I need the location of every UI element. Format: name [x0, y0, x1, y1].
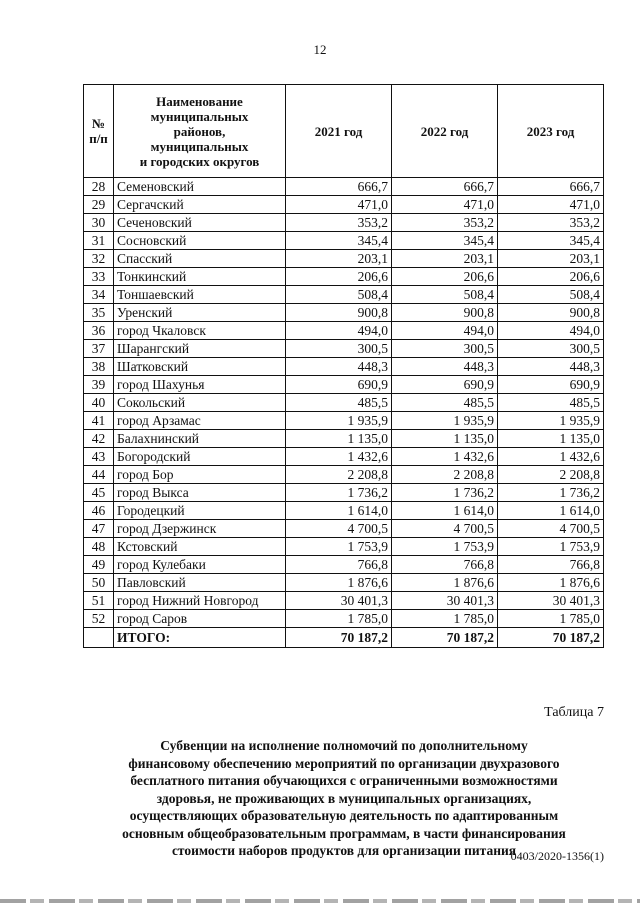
header-name-line: муниципальных [150, 138, 249, 154]
value-2023: 300,5 [498, 340, 604, 358]
table-row [84, 250, 604, 268]
value-2021: 345,4 [286, 232, 392, 250]
row-number: 39 [84, 376, 114, 394]
table-row [84, 196, 604, 214]
value-2022: 1 614,0 [392, 502, 498, 520]
value-2023: 900,8 [498, 304, 604, 322]
header-name [114, 85, 286, 178]
value-2022: 300,5 [392, 340, 498, 358]
value-2021: 353,2 [286, 214, 392, 232]
row-number: 28 [84, 178, 114, 196]
value-2021: 508,4 [286, 286, 392, 304]
municipality-name: город Шахунья [114, 376, 286, 394]
header-number [84, 85, 114, 178]
value-2021: 1 785,0 [286, 610, 392, 628]
municipality-name: Шатковский [114, 358, 286, 376]
header-2023: 2023 год [498, 85, 604, 178]
row-number: 32 [84, 250, 114, 268]
value-2021: 1 935,9 [286, 412, 392, 430]
table-row [84, 412, 604, 430]
title-line: Субвенции на исполнение полномочий по дополнительному [160, 738, 528, 753]
municipality-name: Тонкинский [114, 268, 286, 286]
value-2021: 471,0 [286, 196, 392, 214]
value-2022: 1 753,9 [392, 538, 498, 556]
value-2023: 1 935,9 [498, 412, 604, 430]
row-number: 33 [84, 268, 114, 286]
table-row [84, 556, 604, 574]
municipality-name: Балахнинский [114, 430, 286, 448]
value-2022: 1 736,2 [392, 484, 498, 502]
value-2022: 1 135,0 [392, 430, 498, 448]
table-row [84, 322, 604, 340]
value-2021: 1 736,2 [286, 484, 392, 502]
value-2022: 766,8 [392, 556, 498, 574]
table-row [84, 430, 604, 448]
row-number: 36 [84, 322, 114, 340]
municipality-name: Сокольский [114, 394, 286, 412]
value-2021: 2 208,8 [286, 466, 392, 484]
municipality-name: Сеченовский [114, 214, 286, 232]
municipality-name: Павловский [114, 574, 286, 592]
header-name-line: Наименование [156, 93, 243, 109]
value-2023: 206,6 [498, 268, 604, 286]
table-row [84, 178, 604, 196]
value-2021: 300,5 [286, 340, 392, 358]
value-2023: 1 135,0 [498, 430, 604, 448]
row-number: 37 [84, 340, 114, 358]
municipality-name: Уренский [114, 304, 286, 322]
row-number: 44 [84, 466, 114, 484]
table-row [84, 232, 604, 250]
document-code: 0403/2020-1356(1) [510, 849, 604, 863]
value-2023: 1 736,2 [498, 484, 604, 502]
value-2021: 494,0 [286, 322, 392, 340]
value-2022: 690,9 [392, 376, 498, 394]
value-2021: 1 876,6 [286, 574, 392, 592]
table-row [84, 304, 604, 322]
value-2023: 766,8 [498, 556, 604, 574]
table-row [84, 466, 604, 484]
table-row [84, 358, 604, 376]
total-label: ИТОГО: [114, 628, 286, 648]
title-line: стоимости наборов продуктов для организации питания [171, 843, 517, 858]
page-number: 12 [313, 42, 327, 57]
title-line: осуществляющих образовательную деятельность по адаптированным [129, 808, 559, 823]
value-2022: 206,6 [392, 268, 498, 286]
row-number: 42 [84, 430, 114, 448]
value-2023: 4 700,5 [498, 520, 604, 538]
value-2021: 448,3 [286, 358, 392, 376]
value-2021: 900,8 [286, 304, 392, 322]
section-title [86, 737, 602, 860]
value-2023: 345,4 [498, 232, 604, 250]
total-row [84, 628, 604, 648]
value-2022: 471,0 [392, 196, 498, 214]
value-2022: 203,1 [392, 250, 498, 268]
value-2021: 4 700,5 [286, 520, 392, 538]
row-number: 29 [84, 196, 114, 214]
municipality-name: город Чкаловск [114, 322, 286, 340]
value-2021: 1 753,9 [286, 538, 392, 556]
table-label: Таблица 7 [544, 705, 604, 720]
scan-edge-strip [0, 899, 640, 903]
value-2022: 353,2 [392, 214, 498, 232]
total-2022: 70 187,2 [392, 628, 498, 648]
value-2022: 1 876,6 [392, 574, 498, 592]
table-header-row [84, 85, 604, 178]
value-2021: 1 432,6 [286, 448, 392, 466]
table-row [84, 520, 604, 538]
row-number: 45 [84, 484, 114, 502]
municipality-name: Спасский [114, 250, 286, 268]
row-number: 40 [84, 394, 114, 412]
value-2022: 508,4 [392, 286, 498, 304]
municipality-name: город Нижний Новгород [114, 592, 286, 610]
title-line: финансовому обеспечению мероприятий по организации двухразового [128, 755, 560, 771]
value-2023: 353,2 [498, 214, 604, 232]
value-2022: 2 208,8 [392, 466, 498, 484]
total-2023: 70 187,2 [498, 628, 604, 648]
row-number: 51 [84, 592, 114, 610]
row-number: 30 [84, 214, 114, 232]
table-row [84, 502, 604, 520]
table-row [84, 610, 604, 628]
value-2022: 30 401,3 [392, 592, 498, 610]
header-name-line: муниципальных [150, 108, 249, 124]
value-2022: 4 700,5 [392, 520, 498, 538]
table-row [84, 340, 604, 358]
row-number: 31 [84, 232, 114, 250]
value-2023: 485,5 [498, 394, 604, 412]
table-row [84, 574, 604, 592]
header-name-line: районов, [173, 123, 226, 139]
table-row [84, 484, 604, 502]
header-name-line: и городских округов [139, 153, 260, 169]
table-body [84, 178, 604, 628]
table-row [84, 592, 604, 610]
value-2021: 203,1 [286, 250, 392, 268]
table-row [84, 214, 604, 232]
title-line: здоровья, не проживающих в муниципальных организациях, [156, 790, 532, 806]
value-2021: 206,6 [286, 268, 392, 286]
header-2022: 2022 год [392, 85, 498, 178]
value-2023: 1 785,0 [498, 610, 604, 628]
municipality-name: город Саров [114, 610, 286, 628]
value-2022: 494,0 [392, 322, 498, 340]
value-2023: 1 614,0 [498, 502, 604, 520]
value-2021: 766,8 [286, 556, 392, 574]
row-number: 52 [84, 610, 114, 628]
value-2023: 30 401,3 [498, 592, 604, 610]
value-2023: 666,7 [498, 178, 604, 196]
row-number: 50 [84, 574, 114, 592]
title-line: бесплатного питания обучающихся с ограниченными возможностями [130, 773, 558, 788]
value-2021: 1 135,0 [286, 430, 392, 448]
value-2023: 203,1 [498, 250, 604, 268]
value-2021: 666,7 [286, 178, 392, 196]
total-number-cell [84, 628, 114, 648]
value-2023: 1 432,6 [498, 448, 604, 466]
table-row [84, 376, 604, 394]
row-number: 35 [84, 304, 114, 322]
table-row [84, 268, 604, 286]
municipality-name: город Кулебаки [114, 556, 286, 574]
row-number: 46 [84, 502, 114, 520]
table-row [84, 538, 604, 556]
value-2023: 1 876,6 [498, 574, 604, 592]
value-2023: 690,9 [498, 376, 604, 394]
subsidy-table [83, 84, 604, 648]
row-number: 48 [84, 538, 114, 556]
value-2023: 471,0 [498, 196, 604, 214]
municipality-name: город Выкса [114, 484, 286, 502]
table-row [84, 448, 604, 466]
value-2022: 1 432,6 [392, 448, 498, 466]
row-number: 47 [84, 520, 114, 538]
value-2021: 30 401,3 [286, 592, 392, 610]
value-2021: 1 614,0 [286, 502, 392, 520]
value-2021: 485,5 [286, 394, 392, 412]
header-number-line: п/п [89, 131, 108, 146]
municipality-name: Сергачский [114, 196, 286, 214]
value-2023: 448,3 [498, 358, 604, 376]
municipality-name: Городецкий [114, 502, 286, 520]
value-2022: 666,7 [392, 178, 498, 196]
value-2022: 1 935,9 [392, 412, 498, 430]
row-number: 41 [84, 412, 114, 430]
table-row [84, 286, 604, 304]
table-row [84, 394, 604, 412]
value-2022: 1 785,0 [392, 610, 498, 628]
row-number: 34 [84, 286, 114, 304]
header-2021: 2021 год [286, 85, 392, 178]
municipality-name: город Арзамас [114, 412, 286, 430]
municipality-name: Шарангский [114, 340, 286, 358]
value-2023: 494,0 [498, 322, 604, 340]
row-number: 38 [84, 358, 114, 376]
total-2021: 70 187,2 [286, 628, 392, 648]
value-2022: 485,5 [392, 394, 498, 412]
value-2023: 2 208,8 [498, 466, 604, 484]
value-2023: 1 753,9 [498, 538, 604, 556]
value-2022: 900,8 [392, 304, 498, 322]
municipality-name: Сосновский [114, 232, 286, 250]
value-2021: 690,9 [286, 376, 392, 394]
municipality-name: город Бор [114, 466, 286, 484]
row-number: 43 [84, 448, 114, 466]
value-2022: 448,3 [392, 358, 498, 376]
title-line: основным общеобразовательным программам, в части финансирования [122, 825, 566, 841]
municipality-name: Семеновский [114, 178, 286, 196]
header-number-line: № [91, 116, 106, 131]
municipality-name: город Дзержинск [114, 520, 286, 538]
row-number: 49 [84, 556, 114, 574]
value-2023: 508,4 [498, 286, 604, 304]
value-2022: 345,4 [392, 232, 498, 250]
municipality-name: Тоншаевский [114, 286, 286, 304]
municipality-name: Кстовский [114, 538, 286, 556]
municipality-name: Богородский [114, 448, 286, 466]
